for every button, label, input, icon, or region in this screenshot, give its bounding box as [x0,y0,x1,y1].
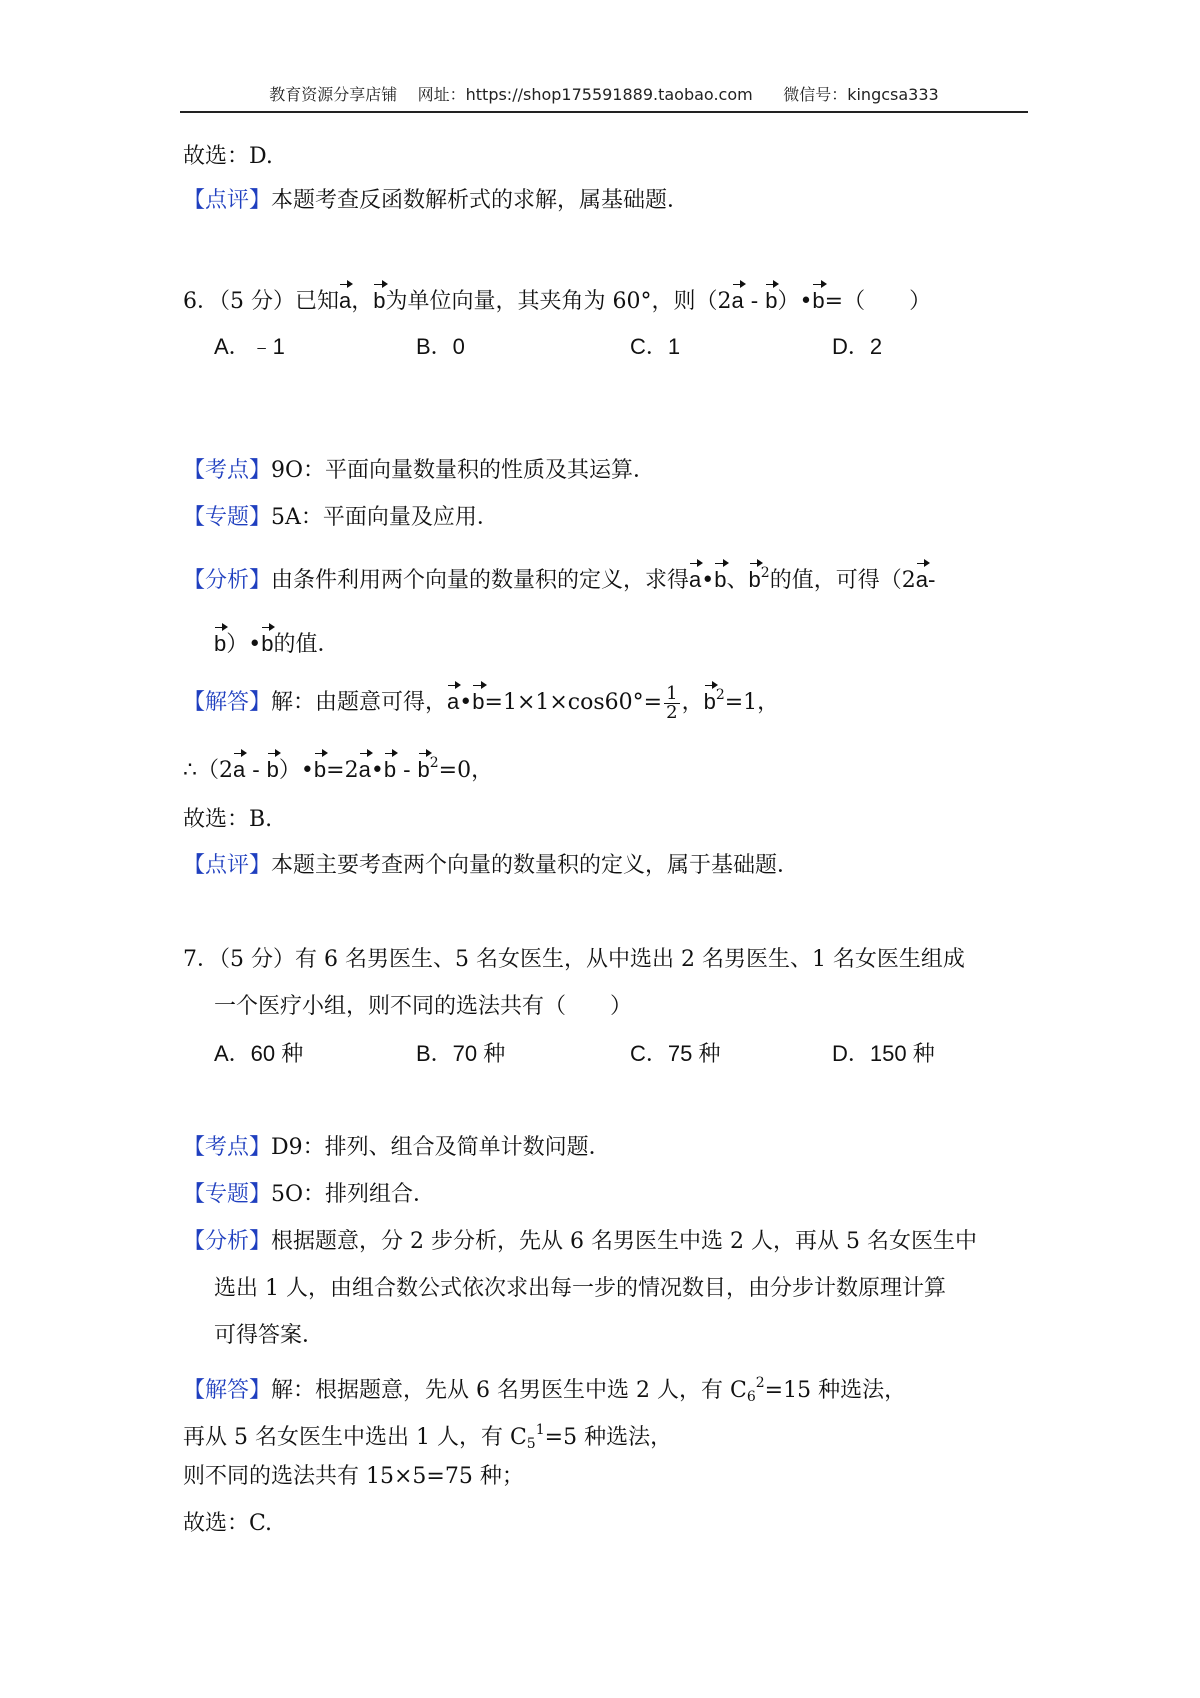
comment-tag: 【点评】 [183,188,272,213]
q6-therefore [183,748,493,786]
vector-b: b [418,749,430,785]
minus: - [396,758,418,783]
comment-text: 本题主要考查两个向量的数量积的定义，属于基础题． [271,853,800,878]
fraction-half [664,682,679,723]
comb-sup: 1 [535,1422,545,1438]
jieda-text: =1×1×cos60°= [484,690,663,715]
dot: • [459,690,473,715]
jieda-tag: 【解答】 [183,690,272,715]
vector-b: b [267,749,279,785]
q7-option-c: C．75 种 [630,1041,721,1066]
vector-a: a [916,559,928,595]
vector-b: b [214,623,226,659]
vector-b: b [749,559,761,595]
header-divider [180,111,1028,113]
vector-a: a [359,749,371,785]
vector-b: b [714,559,726,595]
comb-sub: 5 [526,1436,536,1452]
q6-stem-mid: 为单位向量，其夹角为 60°，则（2 [385,289,732,314]
jieda-text: =1， [724,690,780,715]
kaodian-text: D9：排列、组合及简单计数问题． [271,1135,611,1160]
vector-a: a [689,559,701,595]
therefore-text: =0， [438,758,494,783]
q7-fenxi [183,1227,977,1257]
zhuanti-tag: 【专题】 [183,505,272,530]
vector-a: a [447,681,459,717]
q7-fenxi-cont: 可得答案． [214,1323,325,1348]
jieda-text: 解：由题意可得， [271,690,448,715]
q7-answer: 故选：C. [183,1511,273,1536]
q5-answer: 故选：D. [183,144,273,169]
page-header: 教育资源分享店铺 网址：https://shop175591889.taobao.com 微信号：kingcsa333 [269,85,939,104]
q6-fenxi-cont [214,623,340,660]
numerator: 1 [666,682,678,704]
kaodian-tag: 【考点】 [183,1135,272,1160]
q7-kaodian [183,1133,611,1163]
kaodian-text: 9O：平面向量数量积的性质及其运算． [271,458,656,483]
jieda-text: 解：根据题意，先从 6 名男医生中选 2 人，有 C [271,1378,747,1403]
q6-jieda [183,680,779,722]
q7-option-b: B．70 种 [416,1041,506,1066]
zhuanti-text: 5O：排列组合． [271,1182,436,1207]
fenxi-text: ）• [226,632,262,657]
dot: ）• [278,758,314,783]
dun: 、 [726,568,749,593]
fenxi-tag: 【分析】 [183,568,272,593]
minus: - [927,568,936,593]
q7-zhuanti [183,1180,435,1210]
vector-b: b [384,749,396,785]
fenxi-text: 的值． [273,632,340,657]
comment-text: 本题考查反函数解析式的求解，属基础题． [271,188,690,213]
minus: - [245,758,267,783]
comb-sub: 6 [746,1389,756,1405]
q6-option-d: D．2 [832,334,883,359]
jieda-text: =5 种选法， [544,1425,673,1450]
q6-option-c: C．1 [630,334,681,359]
square: 2 [429,755,439,771]
q6-stem-dot: ）• [777,289,813,314]
comma: ， [351,289,374,314]
q6-comment [183,851,799,881]
vector-a: a [233,749,245,785]
fenxi-text: 根据题意，分 2 步分析，先从 6 名男医生中选 2 人，再从 5 名女医生中 [271,1229,977,1254]
q7-jieda-2 [183,1415,672,1459]
vector-b: b [261,623,273,659]
dot: • [370,758,384,783]
q6-stem-pre: 6．（5 分）已知 [183,289,339,314]
comment-tag: 【点评】 [183,853,272,878]
kaodian-tag: 【考点】 [183,458,272,483]
fenxi-text: 的值，可得（2 [769,568,916,593]
q7-stem: 7．（5 分）有 6 名男医生、5 名女医生，从中选出 2 名男医生、1 名女医生组成 [183,947,965,972]
q6-answer: 故选：B. [183,807,273,832]
comb-sup: 2 [755,1375,765,1391]
q7-jieda [183,1368,906,1412]
vector-b: b [704,681,716,717]
fenxi-text: 由条件利用两个向量的数量积的定义，求得 [271,568,690,593]
q7-option-a: A．60 种 [214,1041,304,1066]
therefore-text: ∴（2 [183,758,233,783]
zhuanti-text: 5A：平面向量及应用． [271,505,499,530]
minus: - [743,289,766,314]
fenxi-tag: 【分析】 [183,1229,272,1254]
jieda-tag: 【解答】 [183,1378,272,1403]
vector-b: b [373,280,385,316]
denominator: 2 [666,701,678,723]
q7-fenxi-cont: 选出 1 人，由组合数公式依次求出每一步的情况数目，由分步计数原理计算 [214,1276,946,1301]
vector-a: a [732,280,744,316]
q7-stem-cont: 一个医疗小组，则不同的选法共有（ ） [214,994,633,1019]
vector-b: b [765,280,777,316]
square: 2 [715,687,725,703]
q6-fenxi [183,558,935,596]
q7-option-d: D．150 种 [832,1041,935,1066]
vector-b: b [472,681,484,717]
therefore-text: =2 [326,758,359,783]
q7-jieda-3: 则不同的选法共有 15×5=75 种； [183,1464,524,1489]
vector-b: b [314,749,326,785]
q6-kaodian [183,456,655,486]
q6-option-b: B．0 [416,334,465,359]
square: 2 [760,565,770,581]
q6-stem-eq: =（ ） [824,289,932,314]
vector-b: b [812,280,824,316]
q6-stem [183,280,931,317]
zhuanti-tag: 【专题】 [183,1182,272,1207]
q6-zhuanti [183,503,499,533]
comma: ， [681,690,704,715]
jieda-text: =15 种选法， [764,1378,907,1403]
q6-option-a: A．﹣1 [214,334,285,359]
vector-a: a [339,280,351,316]
dot: • [701,568,715,593]
q5-comment [183,186,689,216]
jieda-text: 再从 5 名女医生中选出 1 人，有 C [183,1425,527,1450]
